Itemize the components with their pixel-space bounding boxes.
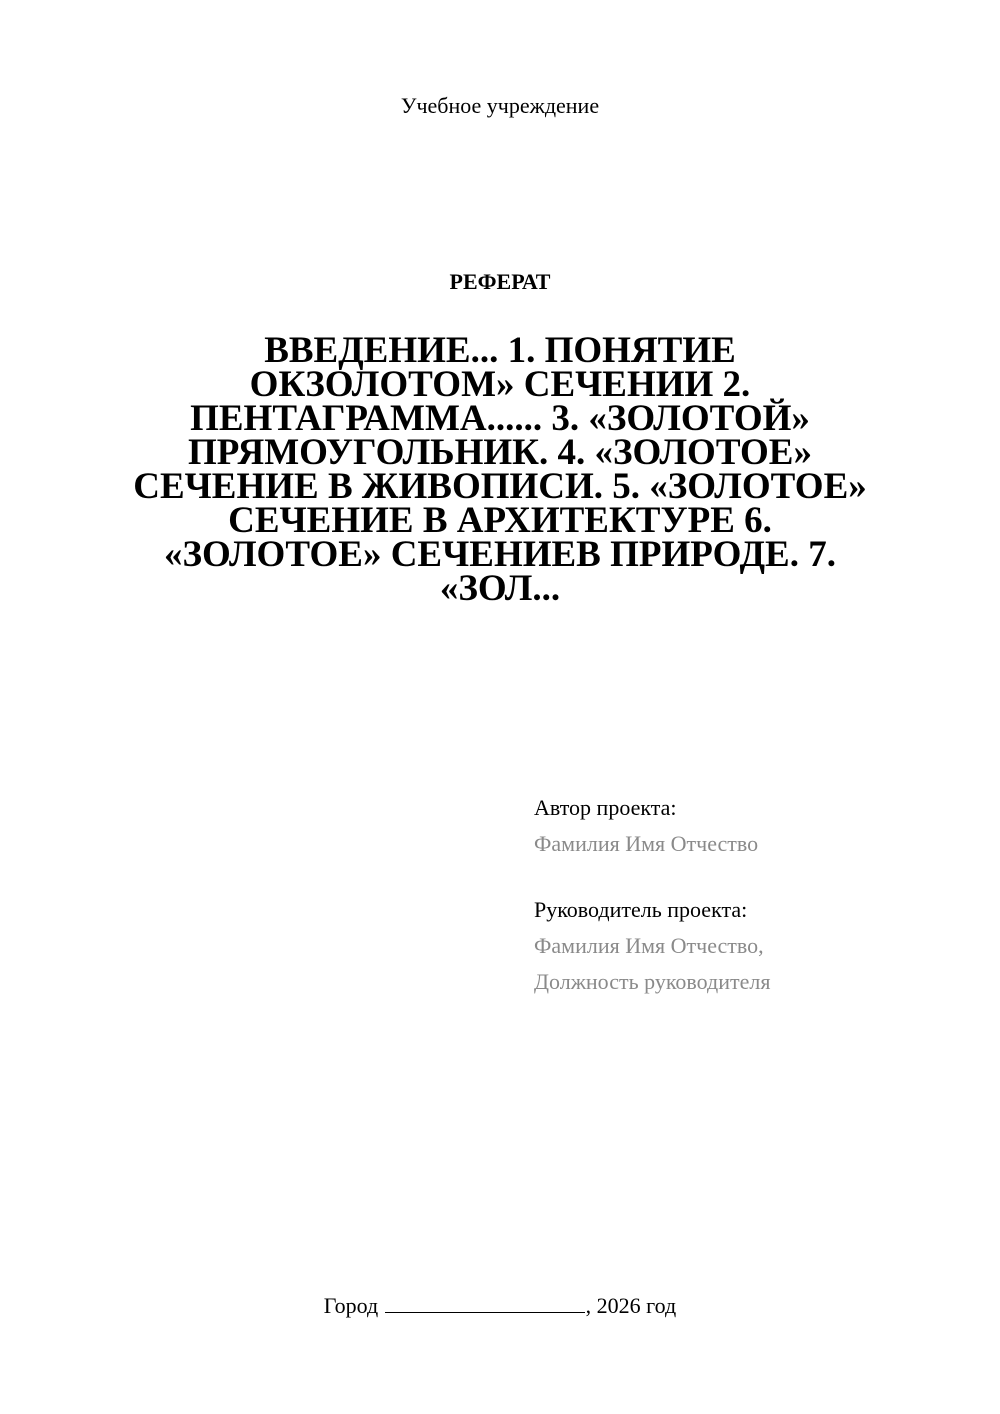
city-year-line — [0, 1292, 1000, 1320]
supervisor-name: Фамилия Имя Отчество, — [534, 933, 764, 958]
credits-block — [534, 790, 974, 1000]
document-title: ВВЕДЕНИЕ... 1. ПОНЯТИЕ ОКЗОЛОТОМ» СЕЧЕНИИ 2. ПЕНТАГРАММА...... 3. «ЗОЛОТОЙ» ПРЯМОУГОЛЬНИК. 4. «ЗОЛОТОЕ» СЕЧЕНИЕ В ЖИВОПИСИ. 5. «ЗОЛОТОЕ» СЕЧЕНИЕ В АРХИТЕКТУРЕ 6. «ЗОЛОТОЕ» СЕЧЕНИЕВ ПРИРОДЕ. 7. «ЗОЛ... — [133, 330, 867, 609]
supervisor-label: Руководитель проекта: — [534, 897, 748, 922]
document-type: РЕФЕРАТ — [449, 269, 551, 294]
credits-spacer — [534, 862, 974, 892]
city-blank-line — [385, 1292, 585, 1313]
institution-name: Учебное учреждение — [400, 93, 600, 118]
city-label: Город — [323, 1293, 379, 1318]
year-label: , 2026 год — [585, 1293, 677, 1318]
author-label: Автор проекта: — [534, 795, 677, 820]
supervisor-position: Должность руководителя — [534, 969, 771, 994]
author-name: Фамилия Имя Отчество — [534, 831, 759, 856]
